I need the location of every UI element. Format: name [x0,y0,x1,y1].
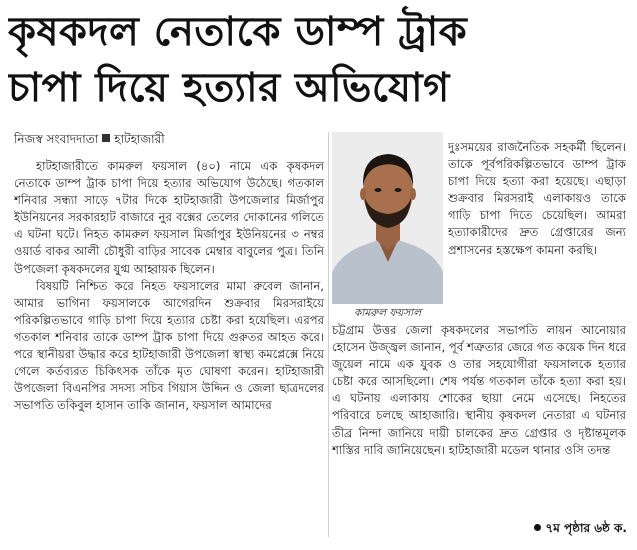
left-paragraph-1: হাটহাজারীতে কামরুল ফয়সাল (৪০) নামে এক কৃষকদল নেতাকে ডাম্প ট্রাক চাপা দিয়ে হত্যার অভিযোগ উঠেছে। গতকাল শনিবার সন্ধ্যা সাড়ে ৭টার দিকে হাটহাজারী উপজেলার মির্জাপুর ইউনিয়নের সরকারহাট বাজারে নুর বক্সের তেলের দোকানের গলিতে এ ঘটনা ঘটে। নিহত কামরুল ফয়সাল মির্জাপুর ইউনিয়নের ৩ নম্বর ওয়ার্ড বাকর আলী চৌধুরী বাড়ির সাবেক মেম্বার বাবুলের পুত্র। তিনি উপজেলা কৃষকদলের যুগ্ম আহ্বায়ক ছিলেন। [14,159,324,276]
bullet-dot-icon [534,524,541,531]
square-bullet-icon [102,134,110,142]
byline [14,131,324,149]
headline-line-1: কৃষকদল নেতাকে ডাম্প ট্রাক [8,9,468,55]
column-divider [328,132,329,537]
byline-location: হাটহাজারী [114,132,165,146]
left-paragraph-2: বিষয়টি নিশ্চিত করে নিহত ফয়সালের মামা রুবেল জানান, আমার ভাগিনা ফয়সালকে আগেরদিন শুক্রবার মিরসরাইয়ে পরিকল্পিতভাবে গাড়ি চাপা দিয়ে হত্যার চেষ্টা করা হয়েছিল। এরপর গতকাল শনিবার তাকে ডাম্প ট্রাক চাপা দিয়ে গুরুতর আহত করে। পরে স্থানীয়রা উদ্ধার করে হাটহাজারী উপজেলা স্বাস্থ্য কমপ্লেক্সে নিয়ে গেলে কর্তব্যরত চিকিৎসক তাঁকে মৃত ঘোষণা করেন। হাটহাজারী উপজেলা বিএনপির সদস্য সচিব গিয়াস উদ্দিন ও জেলা ছাত্রদলের সভাপতি তকিবুল হাসান তাকি জানান, ফয়সাল আমাদের [14,278,324,413]
article-right-column-bottom [332,322,626,522]
article-left-column [14,158,324,544]
photo-caption: কামরুল ফয়সাল [353,307,422,319]
headline-line-2: চাপা দিয়ে হত্যার অভিযোগ [8,65,450,111]
portrait-photo [332,132,443,304]
headline [8,4,628,116]
article-right-column-top [448,139,626,322]
photo-block [332,132,443,322]
continuation-text: ৭ম পৃষ্ঠার ৬ষ্ঠ ক. [545,521,627,535]
byline-reporter: নিজস্ব সংবাদদাতা [14,132,99,146]
right-top-paragraph: দুঃসময়ের রাজনৈতিক সহকর্মী ছিলেন। তাকে পূর্বপরিকল্পিতভাবে ডাম্প ট্রাক চাপা দিয়ে হত্যা করা হয়েছে। এছাড়া শুক্রবার মিরসরাই এলাকায়ও তাকে গাড়ি চাপা দিতে চেয়েছিল। আমরা হত্যাকারীদের দ্রুত গ্রেপ্তারের জন্য প্রশাসনের হস্তক্ষেপ কামনা করছি। [448,140,626,257]
right-bottom-paragraph: চট্টগ্রাম উত্তর জেলা কৃষকদলের সভাপতি লায়ন আনোয়ার হোসেন উজ্জ্বল জানান, পূর্ব শত্রুতার জেরে গত কয়েক দিন ধরে জুয়েল নামে এক যুবক ও তার সহযোগীরা ফয়সালকে হত্যার চেষ্টা করে আসছিলো। শেষ পর্যন্ত গতকাল তাঁকে হত্যা করা হয়। এ ঘটনায় এলাকায় শোকের ছায়া নেমে এসেছে। নিহতের পরিবারে চলছে আহাজারি। স্থানীয় কৃষকদল নেতারা এ ঘটনার তীব্র নিন্দা জানিয়ে দায়ী চালকের দ্রুত গ্রেপ্তার ও দৃষ্টান্তমূলক শাস্তির দাবি জানিয়েছেন। হাটহাজারী মডেল থানার ওসি তদন্ত [332,323,626,457]
continuation-note [534,518,627,538]
